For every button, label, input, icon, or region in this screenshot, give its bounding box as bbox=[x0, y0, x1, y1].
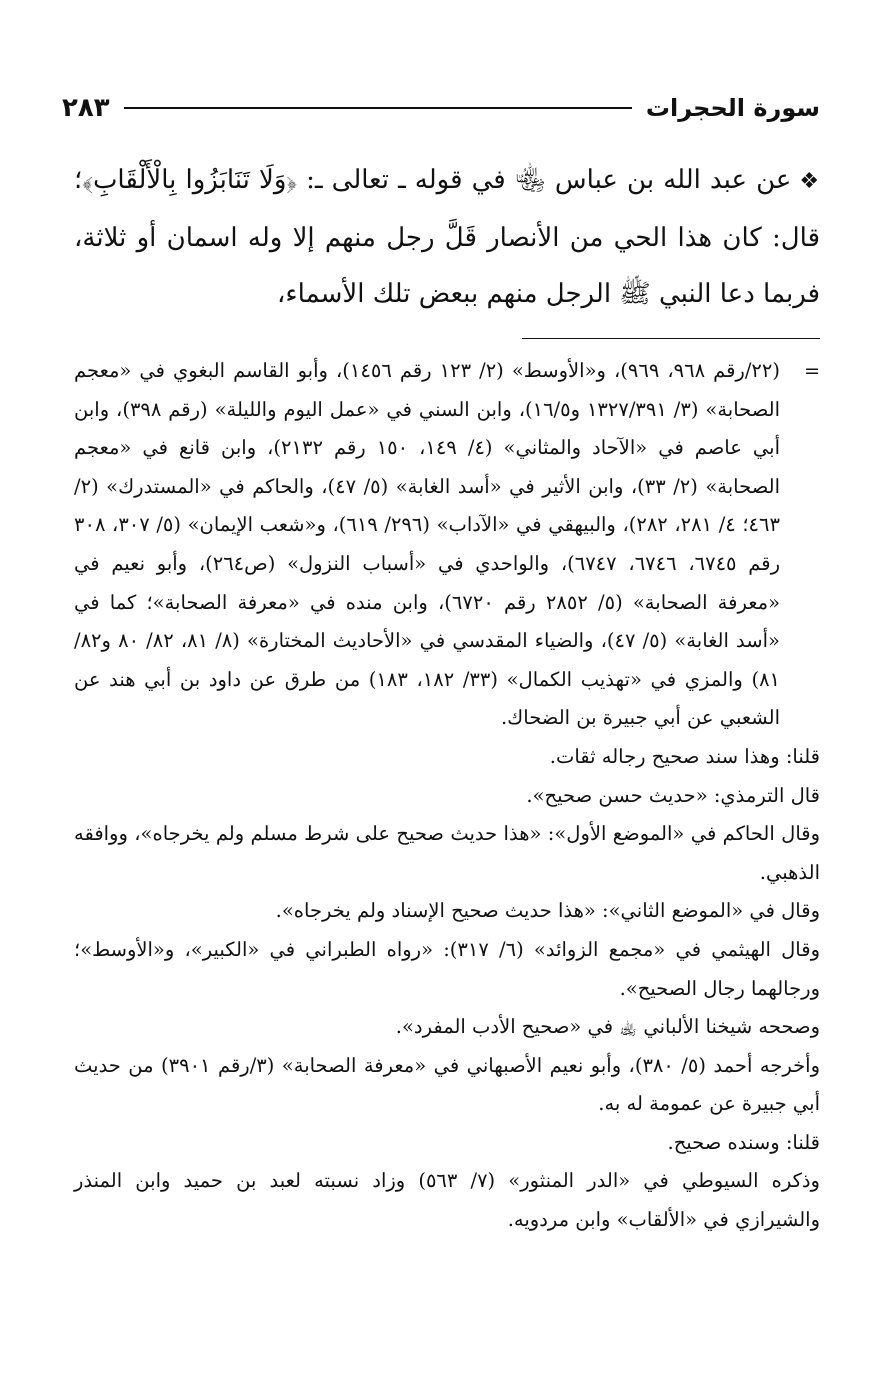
footnote-separator bbox=[522, 338, 820, 339]
main-text bbox=[74, 152, 820, 322]
footnote-paragraph: وقال الهيثمي في «مجمع الزوائد» (٦/ ٣١٧): «رواه الطبراني في «الكبير»، و«الأوسط»؛ ورجالهما رجال الصحيح». bbox=[74, 937, 820, 1000]
hadith-text: عن عبد الله بن عباس ﵄ في قوله ـ تعالى ـ: ﴿وَلَا تَنَابَزُوا بِالْأَلْقَابِ﴾؛ قال: كان هذا الحي من الأنصار قَلَّ رجل منهم إلا وله اسمان أو ثلاثة، فربما دعا النبي ﷺ الرجل منهم ببعض تلك الأسماء، bbox=[74, 165, 820, 309]
footnotes bbox=[74, 352, 820, 1240]
bullet-icon: ❖ bbox=[799, 169, 820, 194]
footnote-paragraph: وأخرجه أحمد (٥/ ٣٨٠)، وأبو نعيم الأصبهاني في «معرفة الصحابة» (٣/رقم ٣٩٠١) من حديث أبي جبيرة عن عمومة له به. bbox=[74, 1053, 820, 1116]
footnote-paragraph: وقال في «الموضع الثاني»: «هذا حديث صحيح الإسناد ولم يخرجاه». bbox=[275, 899, 820, 923]
surah-title: سورة الحجرات bbox=[645, 94, 820, 122]
footnote-paragraph: قلنا: وهذا سند صحيح رجاله ثقات. bbox=[549, 744, 820, 768]
footnote-paragraph: وصححه شيخنا الألباني ﵀ في «صحيح الأدب المفرد». bbox=[395, 1015, 820, 1039]
footnote-paragraph: قال الترمذي: «حديث حسن صحيح». bbox=[526, 783, 820, 807]
footnote-continuation-text: (٢٢/رقم ٩٦٨، ٩٦٩)، و«الأوسط» (٢/ ١٢٣ رقم ١٤٥٦)، وأبو القاسم البغوي في «معجم الصحابة» (٣/ ١٣٢٧/٣٩١ و١٦/٥)، وابن السني في «عمل اليوم والليلة» (رقم ٣٩٨)، وابن أبي عاصم في «الآحاد والمثاني» (٤/ ١٤٩، ١٥٠ رقم ٢١٣٢)، وابن قانع في «معجم الصحابة» (٢/ ٣٣)، وابن الأثير في «أسد الغابة» (٥/ ٤٧)، والحاكم في «المستدرك» (٢/ ٤٦٣؛ ٤/ ٢٨١، ٢٨٢)، والبيهقي في «الآداب» (٢٩٦/ ٦١٩)، و«شعب الإيمان» (٥/ ٣٠٧، ٣٠٨ رقم ٦٧٤٥، ٦٧٤٦، ٦٧٤٧)، والواحدي في «أسباب النزول» (ص٢٦٤)، وأبو نعيم في «معرفة الصحابة» (٥/ ٢٨٥٢ رقم ٦٧٢٠)، وابن منده في «معرفة الصحابة»؛ كما في «أسد الغابة» (٥/ ٤٧)، والضياء المقدسي في «الأحاديث المختارة» (٨/ ٨١، ٨٢/ ٨٠ و٨٢/ ٨١) والمزي في «تهذيب الكمال» (٣٣/ ١٨٢، ١٨٣) من طرق عن داود بن أبي هند عن الشعبي عن أبي جبيرة بن الضحاك. bbox=[74, 359, 781, 730]
header-rule bbox=[124, 107, 632, 109]
hadith-paragraph bbox=[74, 152, 820, 322]
footnote-paragraph: وقال الحاكم في «الموضع الأول»: «هذا حديث صحيح على شرط مسلم ولم يخرجاه»، ووافقه الذهبي. bbox=[74, 822, 820, 884]
footnote-paragraph: وذكره السيوطي في «الدر المنثور» (٧/ ٥٦٣) وزاد نسبته لعبد بن حميد وابن المنذر والشيرازي في «الألقاب» وابن مردويه. bbox=[74, 1169, 820, 1232]
page-number: ٢٨٣ bbox=[62, 93, 110, 123]
continuation-mark: = bbox=[804, 360, 820, 382]
page-header bbox=[62, 88, 820, 128]
footnote-paragraph: قلنا: وسنده صحيح. bbox=[667, 1130, 820, 1154]
footnote-continuation bbox=[74, 352, 820, 738]
